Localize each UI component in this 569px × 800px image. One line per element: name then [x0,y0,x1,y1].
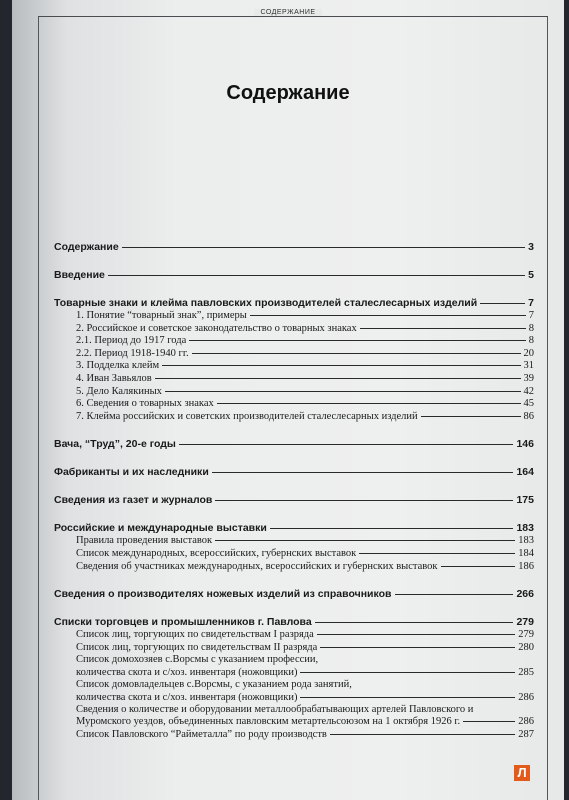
toc-item[interactable]: 3. Подделка клейм 31 [76,360,534,372]
book-page [12,0,564,800]
toc-item-multiline[interactable]: Список домохозяев с.Ворсмы с указанием профессии, количества скота и с/хоз. инвентаря (ножовщики) 285 [76,654,534,678]
publisher-logo-icon: Л [514,765,530,781]
toc-item[interactable]: 7. Клейма российских и советских производителей сталеслесарных изделий 86 [76,410,534,422]
toc-item[interactable]: 2.1. Период до 1917 года 8 [76,335,534,347]
toc-section[interactable]: Вача, “Труд”, 20-е годы 146 [54,438,534,451]
table-of-contents [54,240,534,741]
toc-item[interactable]: Сведения об участниках международных, всероссийских и губернских выставок 186 [76,560,534,572]
toc-item[interactable]: 1. Понятие “товарный знак”, примеры 7 [76,310,534,321]
toc-item[interactable]: Список международных, всероссийских, губернских выставок 184 [76,547,534,559]
header-rule [38,16,548,17]
toc-section[interactable]: Фабриканты и их наследники 164 [54,466,534,479]
toc-item-multiline[interactable]: Сведения о количестве и оборудовании металлообрабатывающих артелей Павловского и Муромского уездов, объединенных павловским метартельсоюзом на 1 октября 1926 г. 286 [76,703,534,728]
toc-section[interactable]: Сведения о производителях ножевых изделий из справочников 266 [54,588,534,601]
toc-section[interactable]: Российские и международные выставки 183 [54,522,534,535]
toc-item[interactable]: 2. Российское и советское законодательство о товарных знаках 8 [76,322,534,334]
page-title: Содержание [226,82,350,104]
toc-item[interactable]: Список Павловского “Райметалла” по роду производств 287 [76,728,534,740]
running-head: СОДЕРЖАНИЕ [12,9,564,16]
toc-item[interactable]: 6. Сведения о товарных знаках 45 [76,398,534,410]
toc-item[interactable]: 2.2. Период 1918-1940 гг. 20 [76,347,534,359]
toc-section[interactable]: Товарные знаки и клейма павловских производителей сталеслесарных изделий 7 [54,297,534,309]
toc-item[interactable]: Список лиц, торгующих по свидетельствам I разряда 279 [76,629,534,641]
toc-item[interactable]: Список лиц, торгующих по свидетельствам II разряда 280 [76,641,534,653]
toc-section[interactable]: Сведения из газет и журналов 175 [54,494,534,507]
toc-section[interactable]: Списки торговцев и промышленников г. Павлова 279 [54,616,534,629]
toc-section[interactable]: Введение 5 [54,269,534,281]
toc-item[interactable]: 5. Дело Калякиных 42 [76,385,534,397]
toc-item-multiline[interactable]: Список домовладельцев с.Ворсмы, с указанием рода занятий, количества скота и с/хоз. инвентаря (ножовщики) 286 [76,679,534,703]
toc-item[interactable]: 4. Иван Завьялов 39 [76,372,534,384]
toc-section[interactable]: Содержание 3 [54,241,534,253]
toc-item[interactable]: Правила проведения выставок 183 [76,535,534,547]
